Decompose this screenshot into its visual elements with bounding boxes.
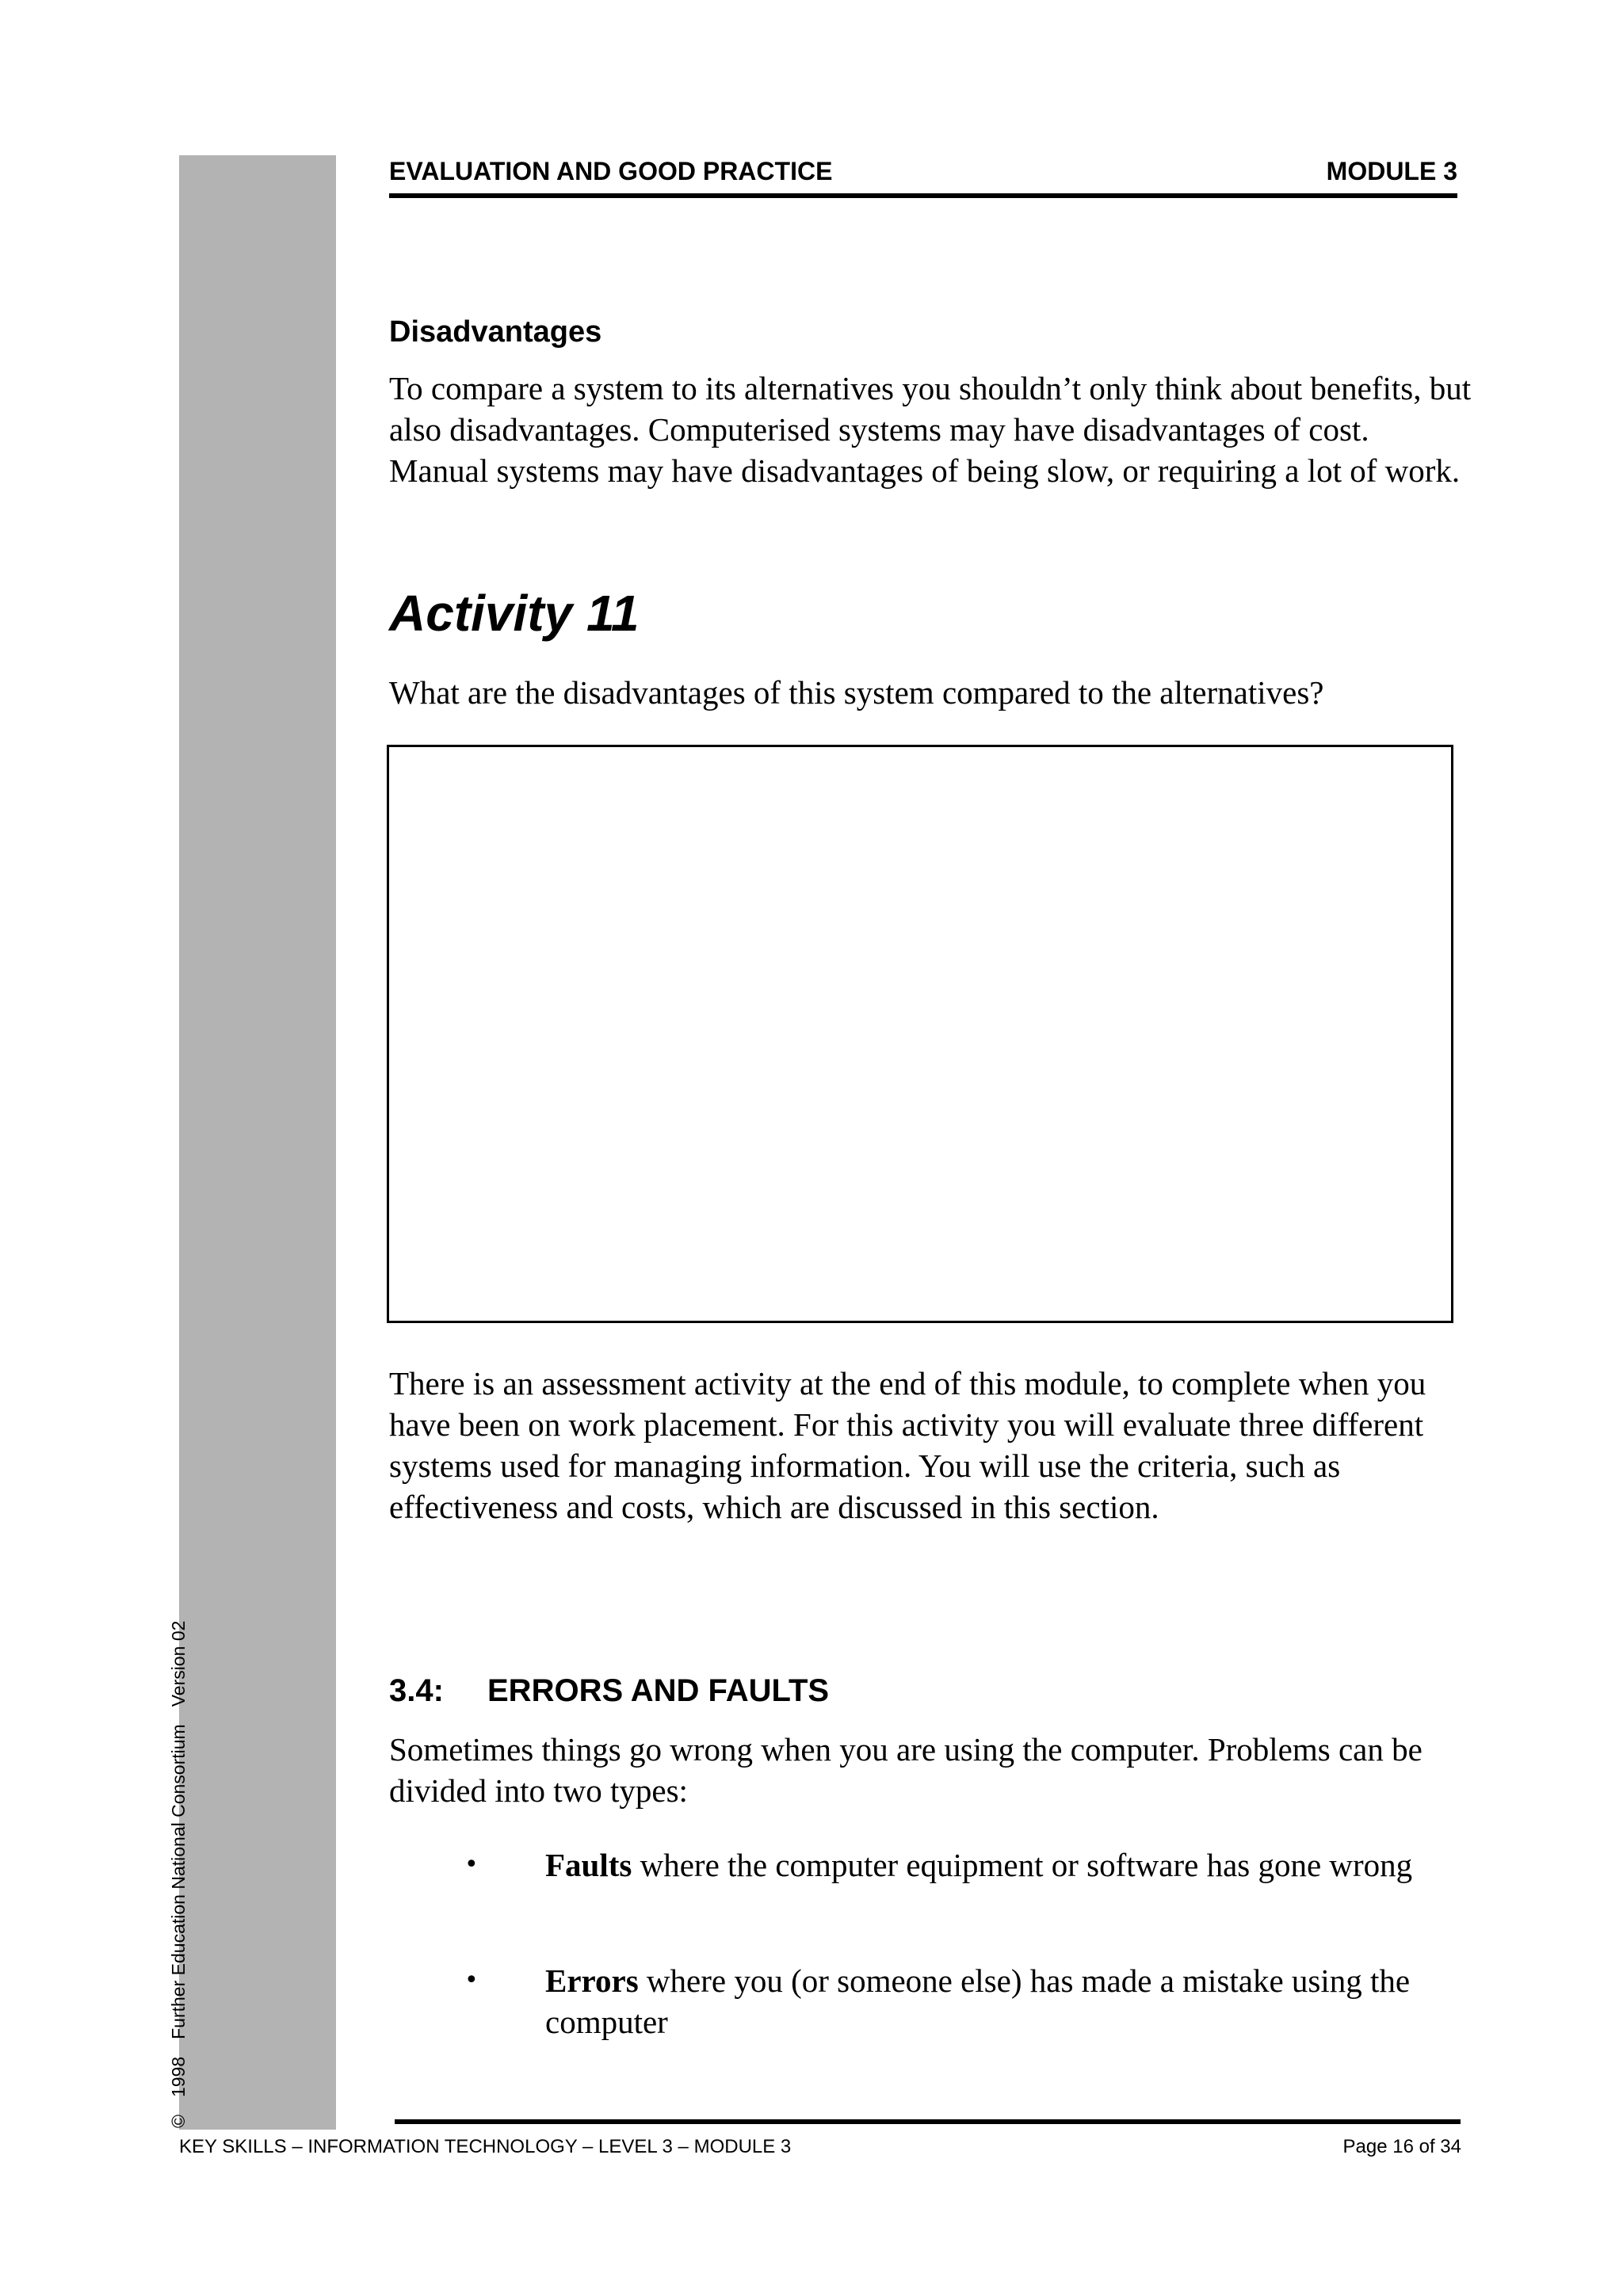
copyright-notice: [166, 1573, 190, 2128]
header-rule: [389, 193, 1457, 198]
section-intro: Sometimes things go wrong when you are using the computer. Problems can be divided into two types:: [389, 1731, 1423, 1809]
copyright-symbol: ©: [168, 2115, 189, 2128]
bullet-icon: •: [464, 1851, 479, 1878]
assessment-paragraph: There is an assessment activity at the end of this module, to complete when you have been on work placement. For this activity you will evaluate three different systems used for managing information. You will use the criteria, such as effectiveness and costs, which are discussed in this section.: [389, 1365, 1426, 1525]
section-number: 3.4:: [389, 1673, 444, 1708]
bullet-icon: •: [464, 1966, 479, 1994]
section-heading: [389, 1672, 829, 1710]
bullet-text: where the computer equipment or software has gone wrong: [632, 1847, 1413, 1883]
footer-rule: [395, 2119, 1461, 2124]
activity-question: What are the disadvantages of this system compared to the alternatives?: [389, 674, 1324, 711]
copyright-year: 1998: [168, 2056, 189, 2098]
page-header: [389, 155, 1457, 187]
answer-box[interactable]: [387, 745, 1453, 1323]
disadvantages-heading: Disadvantages: [389, 315, 602, 349]
header-section-title: EVALUATION AND GOOD PRACTICE: [389, 157, 833, 185]
bullet-text: where you (or someone else) has made a mistake using the computer: [545, 1962, 1411, 2040]
activity-title: Activity 11: [389, 585, 640, 642]
page-number: Page 16 of 34: [1342, 2136, 1461, 2157]
disadvantages-paragraph: To compare a system to its alternatives you shouldn’t only think about benefits, but also disadvantages. Computerised systems may have disadvantages of cost. Manual systems may have disadvantages of being slow, or requiring a lot of work.: [389, 370, 1472, 489]
section-title: ERRORS AND FAULTS: [487, 1673, 830, 1708]
bullet-term: Faults: [545, 1847, 632, 1883]
side-bar: [179, 155, 336, 2130]
copyright-version: Version 02: [168, 1620, 189, 1707]
bullet-term: Errors: [545, 1962, 639, 1999]
footer-title: KEY SKILLS – INFORMATION TECHNOLOGY – LEVEL 3 – MODULE 3: [179, 2136, 792, 2157]
copyright-organisation: Further Education National Consortium: [168, 1724, 189, 2039]
header-module: MODULE 3: [1326, 157, 1457, 185]
